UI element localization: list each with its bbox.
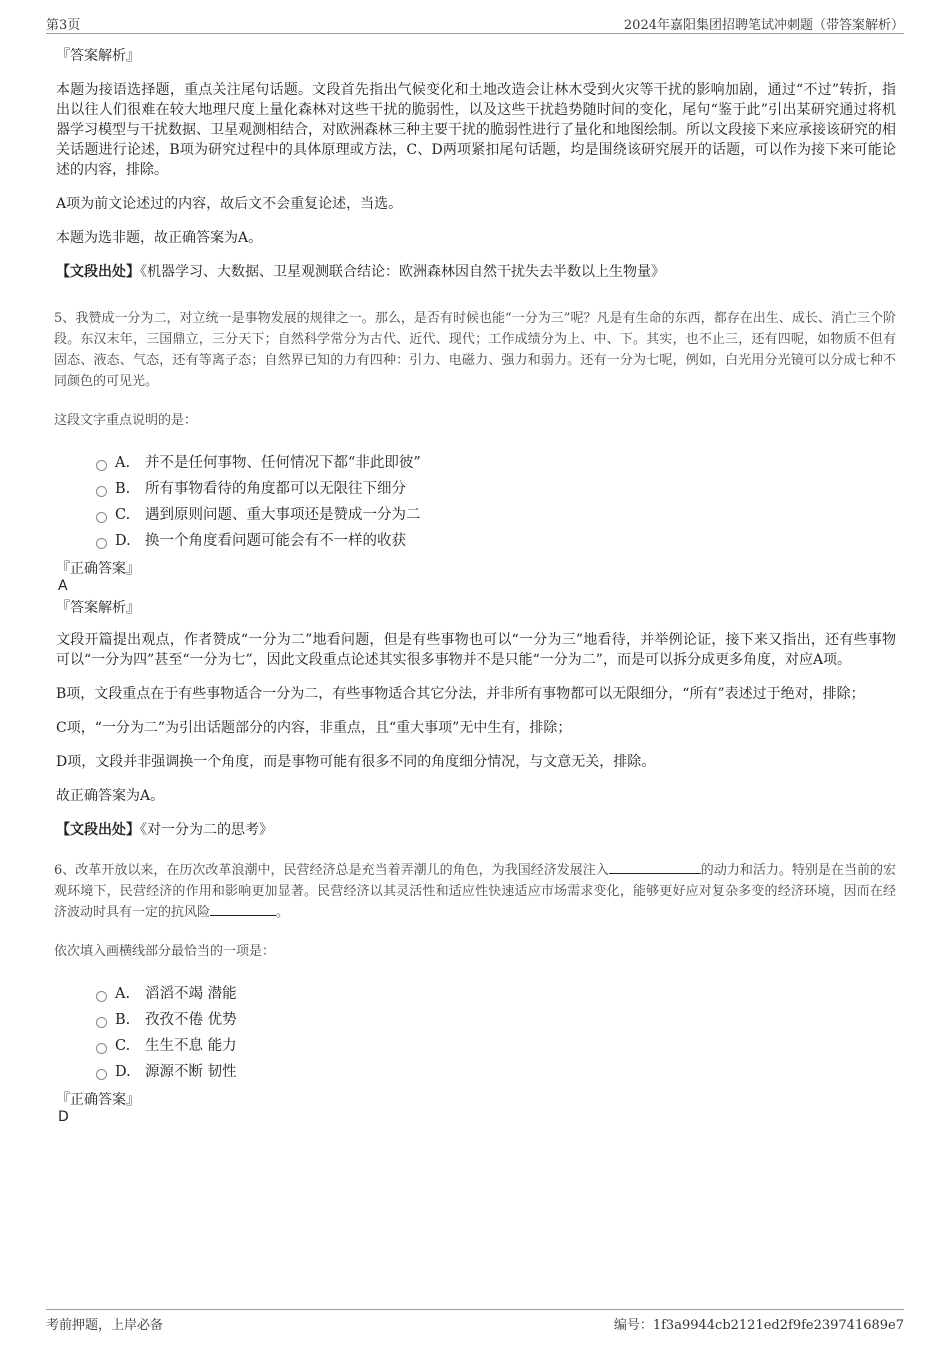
- option-a[interactable]: [96, 981, 896, 1007]
- option-b[interactable]: [96, 1007, 896, 1033]
- option-letter: B.: [115, 1012, 131, 1028]
- correct-answer-value: A: [58, 578, 68, 594]
- option-a[interactable]: [96, 450, 896, 476]
- question-6-text: [54, 860, 896, 923]
- source-citation: [56, 262, 896, 282]
- analysis-paragraph: 故正确答案为A。: [56, 788, 165, 804]
- option-letter: C.: [115, 507, 131, 523]
- fill-blank-2: [210, 904, 276, 916]
- option-text: 换一个角度看问题可能会有不一样的收获: [145, 533, 406, 549]
- question-6-text-part: 。: [276, 905, 290, 920]
- option-text: 源源不断 韧性: [145, 1064, 237, 1080]
- radio-icon[interactable]: [96, 1017, 107, 1028]
- question-6-text-part: 的动力和活力。特别是在当前的宏观环境下，民营经济的作用和影响更加显著。民营经济以其灵活性和适应性快速适应市场需求变化，能够更好应对复杂多变的经济环境，因而在经济波动时具有一定的抗风险: [54, 863, 896, 920]
- analysis-paragraph: C项，“一分为二”为引出话题部分的内容，非重点，且“重大事项”无中生有，排除；: [56, 720, 572, 736]
- option-c[interactable]: [96, 502, 896, 528]
- radio-icon[interactable]: [96, 991, 107, 1002]
- correct-answer-label: 『正确答案』: [56, 1092, 140, 1108]
- footer-slogan: 考前押题，上岸必备: [46, 1318, 164, 1333]
- analysis-paragraph: A项为前文论述过的内容，故后文不会重复论述，当选。: [56, 196, 403, 212]
- source-text: 《对一分为二的思考》: [140, 822, 273, 838]
- analysis-label: 『答案解析』: [56, 48, 140, 64]
- question-6-options: [96, 981, 896, 1085]
- page-number: 第3页: [46, 18, 81, 33]
- document-id: 编号：1f3a9944cb2121ed2f9fe239741689e7: [613, 1318, 904, 1333]
- analysis-paragraph: 文段开篇提出观点，作者赞成“一分为二”地看问题，但是有些事物也可以“一分为三”地看待，并举例论证，接下来又指出，还有些事物可以“一分为四”甚至“一分为七”，因此文段重点论述其实很多事物并不是只能“一分为二”，而是可以拆分成更多角度，对应A项。: [56, 632, 896, 668]
- correct-answer-value: D: [58, 1109, 69, 1125]
- option-letter: A.: [115, 455, 131, 471]
- radio-icon[interactable]: [96, 512, 107, 523]
- analysis-paragraph: B项，文段重点在于有些事物适合一分为二，有些事物适合其它分法，并非所有事物都可以无限细分，“所有”表述过于绝对，排除；: [56, 686, 865, 702]
- option-text: 生生不息 能力: [145, 1038, 237, 1054]
- option-text: 孜孜不倦 优势: [145, 1012, 237, 1028]
- analysis-paragraph: 本题为接语选择题，重点关注尾句话题。文段首先指出气候变化和土地改造会让林木受到火灾等干扰的影响加剧，通过“不过”转折，指出以往人们很难在较大地理尺度上量化森林对这些干扰的脆弱性，以及这些干扰趋势随时间的变化，尾句“鉴于此”引出某研究通过将机器学习模型与干扰数据、卫星观测相结合，对欧洲森林三种主要干扰的脆弱性进行了量化和地图绘制。所以文段接下来应承接该研究的相关话题进行论述，B项为研究过程中的具体原理或方法，C、D两项紧扣尾句话题，均是围绕该研究展开的话题，可以作为接下来可能论述的内容，排除。: [56, 82, 896, 178]
- question-5-text: 5、我赞成一分为二，对立统一是事物发展的规律之一。那么，是否有时候也能“一分为三”呢？凡是有生命的东西，都存在出生、成长、消亡三个阶段。东汉末年，三国鼎立，三分天下；自然科学常分为古代、近代、现代；工作成绩分为上、中、下。其实，也不止三，还有四呢，如物质不但有固态、液态、气态，还有等离子态；自然界已知的力有四种：引力、电磁力、强力和弱力。还有一分为七呢，例如，白光用分光镜可以分成七种不同颜色的可见光。: [54, 311, 896, 389]
- question-5-options: [96, 450, 896, 554]
- option-letter: A.: [115, 986, 131, 1002]
- option-letter: C.: [115, 1038, 131, 1054]
- document-title: 2024年嘉阳集团招聘笔试冲刺题（带答案解析）: [623, 18, 904, 33]
- option-b[interactable]: [96, 476, 896, 502]
- option-text: 遇到原则问题、重大事项还是赞成一分为二: [145, 507, 421, 523]
- option-letter: B.: [115, 481, 131, 497]
- page-footer: [46, 1309, 904, 1331]
- fill-blank-1: [609, 862, 701, 874]
- radio-icon[interactable]: [96, 1069, 107, 1080]
- radio-icon[interactable]: [96, 460, 107, 471]
- correct-answer-label: 『正确答案』: [56, 561, 140, 577]
- analysis-paragraph: 本题为选非题，故正确答案为A。: [56, 230, 263, 246]
- source-tag: 【文段出处】: [56, 822, 140, 838]
- option-letter: D.: [115, 533, 131, 549]
- option-d[interactable]: [96, 1059, 896, 1085]
- analysis-label: 『答案解析』: [56, 600, 140, 616]
- radio-icon[interactable]: [96, 538, 107, 549]
- question-6-prompt: 依次填入画横线部分最恰当的一项是：: [54, 944, 276, 959]
- source-tag: 【文段出处】: [56, 264, 140, 280]
- analysis-paragraph: D项，文段并非强调换一个角度，而是事物可能有很多不同的角度细分情况，与文意无关，排除。: [56, 754, 656, 770]
- option-text: 所有事物看待的角度都可以无限往下细分: [145, 481, 406, 497]
- option-c[interactable]: [96, 1033, 896, 1059]
- page-header: [46, 14, 904, 34]
- radio-icon[interactable]: [96, 486, 107, 497]
- option-text: 并不是任何事物、任何情况下都“非此即彼”: [145, 455, 421, 471]
- source-text: 《机器学习、大数据、卫星观测联合结论：欧洲森林因自然干扰失去半数以上生物量》: [140, 264, 665, 280]
- question-5-prompt: 这段文字重点说明的是：: [54, 413, 198, 428]
- source-citation: [56, 820, 896, 840]
- question-6-text-part: 6、改革开放以来，在历次改革浪潮中，民营经济总是充当着弄潮儿的角色，为我国经济发展注入: [54, 863, 609, 878]
- option-d[interactable]: [96, 528, 896, 554]
- option-letter: D.: [115, 1064, 131, 1080]
- document-body: [56, 46, 896, 1125]
- radio-icon[interactable]: [96, 1043, 107, 1054]
- option-text: 滔滔不竭 潜能: [145, 986, 237, 1002]
